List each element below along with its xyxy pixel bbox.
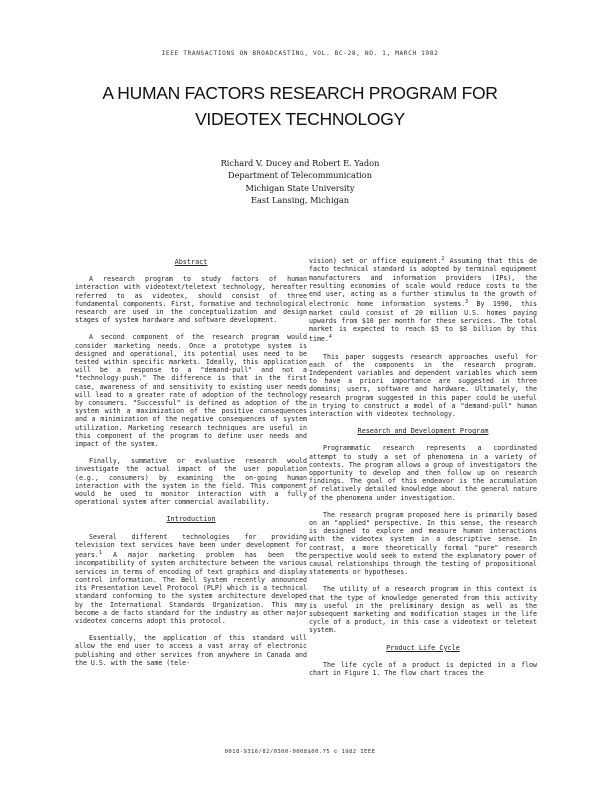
abstract-paragraph-1: A research program to study factors of human interaction with videotext/teletext technology, hereafter referred to as videotex, should consist of three fundamental components. First, formative and technological research are used in the conceptualization and design stages of system hardware and software development.	[75, 275, 307, 325]
author-location: East Lansing, Michigan	[251, 195, 349, 206]
right-p1-text-c: By 1990, this market could consist of 20 million U.S. homes paying upwards from $10 per month for these services. The total market is expected to reach $5 to $8 billion by this time.	[309, 300, 537, 344]
copyright-footer: 0018-9316/82/0300-0008$00.75 © 1982 IEEE	[224, 749, 376, 755]
introduction-heading: Introduction	[166, 515, 216, 524]
title-line-1: A HUMAN FACTORS RESEARCH PROGRAM FOR	[102, 83, 498, 103]
introduction-paragraph-1	[75, 533, 307, 625]
author-department: Department of Telecommunication	[228, 170, 372, 181]
running-header: IEEE TRANSACTIONS ON BROADCASTING, VOL. BC-28, NO. 1, MARCH 1982	[161, 50, 439, 57]
research-development-heading: Research and Development Program	[357, 427, 489, 436]
right-paragraph-6: The life cycle of a product is depicted in a flow chart in Figure 1. The flow chart traces the	[309, 660, 537, 678]
right-paragraph-1	[309, 255, 537, 344]
abstract-paragraph-2: A second component of the research program would consider marketing needs. Once a prototype system is designed and operational, its potential uses need to be tested within specific markets. Ideally, this application will be a response to a "demand-pull" and not a "technology-push." The difference is that in the first case, awareness of and sensitivity to existing user needs will lead to a greater rate of adoption of the technology by consumers. "Successful" is defined as adoption of the system with a maximization of the positive consequences and a minimization of the negative consequences of system utilization. Marketing research techniques are useful in this component of the program to define user needs and impact of the system.	[75, 333, 307, 449]
right-paragraph-3: Programmatic research represents a coordinated attempt to study a set of phenomena in a variety of contexts. The program allows a group of investigators the opportunity to develop and then follow up on research findings. The goal of this endeavor is the accumulation of relatively detailed knowledge about the general nature of the phenomena under investigation.	[309, 444, 537, 502]
reference-mark: 4	[328, 334, 332, 341]
author-university: Michigan State University	[245, 182, 355, 193]
right-column	[309, 255, 537, 677]
left-column	[75, 258, 307, 667]
abstract-paragraph-3: Finally, summative or evaluative research would investigate the actual impact of the user population (e.g., consumers) by examining the on-going human interaction with the system in the field. This component would be used to monitor interaction with a fully operational system after commercial availability.	[75, 457, 307, 507]
reference-mark: 3	[465, 299, 469, 306]
right-p1-text-b: Assuming that this de facto technical standard is adopted by terminal equipment manufacturers and information providers (IPs), the resulting economies of scale would reduce costs to the end user, acting as a further stimulus to the growth of electronic home information systems.	[309, 257, 537, 309]
intro-text-b: A major marketing problem has been the incompatibility of system architecture between the various services in terms of encoding of text graphics and display control information. The Bell System recently announced its Presentation Level Protocol (PLP) which is a technical standard conforming to the system architecture developed by the International Standards Organization. This may become a de facto standard for the industry as other major videotex concerns adopt this protocol.	[75, 551, 307, 625]
reference-mark: 1	[98, 550, 102, 557]
introduction-paragraph-2: Essentially, the application of this standard will allow the end user to access a vast array of electronic publishing and other services from anywhere in Canada and the U.S. with the same (tele-	[75, 634, 307, 667]
right-paragraph-2: This paper suggests research approaches useful for each of the components in the research program. Independent variables and dependent variables which seem to have a priori importance are suggested in three domains; users, software and hardware. Ultimately, the research program suggested in this paper could be useful in trying to construct a model of a "demand-pull" human interaction with videotex technology.	[309, 352, 537, 419]
right-p1-text-a: vision) set or office equipment.	[309, 257, 442, 266]
product-life-cycle-heading: Product Life Cycle	[386, 643, 460, 652]
abstract-heading: Abstract	[174, 258, 208, 266]
author-names: Richard V. Ducey and Robert E. Yadon	[220, 158, 380, 168]
title-line-2: VIDEOTEX TECHNOLOGY	[195, 109, 405, 129]
right-paragraph-4: The research program proposed here is primarily based on an "applied" perspective. In this sense, the research is designed to explore and measure human interactions with the videotex system in a descriptive sense. In contrast, a more theoretically formal "pure" research perspective would seek to extend the explanatory power of causal relationships through the testing of propositional statements or hypotheses.	[309, 510, 537, 577]
paper-title	[0, 80, 600, 132]
reference-mark: 2	[441, 256, 445, 262]
intro-text-a: Several different technologies for providing television text services have been under development for years.	[75, 532, 307, 560]
right-paragraph-5: The utility of a research program in this context is that the type of knowledge generated from this activity is useful in the preliminary design as well as the subsequent marketing and modification stages in the life cycle of a product, in this case a videotext or teletext system.	[309, 585, 537, 635]
author-block	[0, 157, 600, 207]
